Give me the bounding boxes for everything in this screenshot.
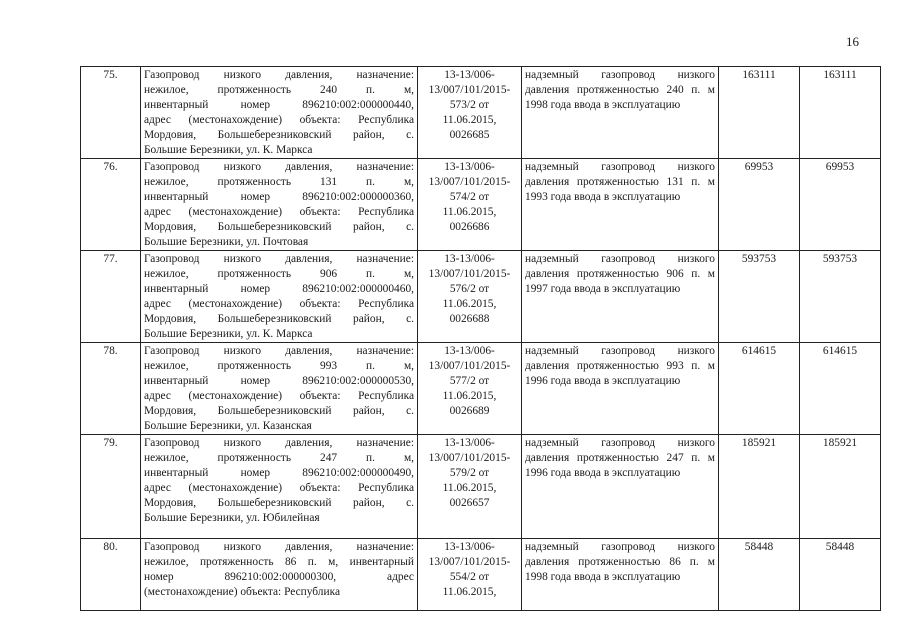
- description-line: Мордовия, Большеберезниковский район, с.: [144, 129, 414, 141]
- object-description: [141, 251, 418, 343]
- value-cell-2: 593753: [800, 251, 881, 343]
- description-line: адрес (местонахождение) объекта: Республика: [144, 298, 414, 310]
- table-row: [81, 159, 881, 251]
- object-description: [141, 435, 418, 539]
- description-line: нежилое, протяженность 240 п. м,: [144, 84, 414, 96]
- description-line: инвентарный номер 896210:002:000000530,: [144, 375, 414, 387]
- registration-line: 573/2 от: [449, 99, 490, 111]
- table-row: [81, 539, 881, 611]
- description-line: Мордовия, Большеберезниковский район, с.: [144, 221, 414, 233]
- value-cell-2: 58448: [800, 539, 881, 611]
- registration-line: 11.06.2015,: [442, 114, 497, 126]
- description-line: адрес (местонахождение) объекта: Республика: [144, 482, 414, 494]
- row-number: 75.: [81, 67, 141, 159]
- description-line: Большие Березники, ул. К. Маркса: [144, 144, 313, 156]
- value-cell-2: 69953: [800, 159, 881, 251]
- value-cell-1: 163111: [719, 67, 800, 159]
- registration-line: 13/007/101/2015-: [428, 452, 511, 464]
- description-line: нежилое, протяженность 131 п. м,: [144, 176, 414, 188]
- registration-record: [418, 539, 522, 611]
- characteristics: надземный газопровод низкого давления протяженностью 86 п. м 1998 года ввода в эксплуатацию: [522, 539, 719, 611]
- description-line: адрес (местонахождение) объекта: Республика: [144, 114, 414, 126]
- value-cell-1: 69953: [719, 159, 800, 251]
- description-line: адрес (местонахождение) объекта: Республика: [144, 206, 414, 218]
- registration-line: 13-13/006-: [444, 253, 495, 265]
- value-cell-1: 593753: [719, 251, 800, 343]
- table-row: [81, 67, 881, 159]
- registration-line: 13-13/006-: [444, 69, 495, 81]
- description-line: Газопровод низкого давления, назначение:: [144, 541, 414, 553]
- row-number: 79.: [81, 435, 141, 539]
- registration-line: 11.06.2015,: [442, 206, 497, 218]
- row-number: 78.: [81, 343, 141, 435]
- registration-record: [418, 435, 522, 539]
- registration-line: 577/2 от: [449, 375, 490, 387]
- description-line: инвентарный номер 896210:002:000000490,: [144, 467, 414, 479]
- description-line: Большие Березники, ул. К. Маркса: [144, 328, 313, 340]
- value-cell-2: 185921: [800, 435, 881, 539]
- value-cell-1: 58448: [719, 539, 800, 611]
- registration-line: 0026685: [449, 129, 490, 141]
- registration-line: 576/2 от: [449, 283, 490, 295]
- registration-line: 13-13/006-: [444, 437, 495, 449]
- description-line: нежилое, протяженность 993 п. м,: [144, 360, 414, 372]
- characteristics: надземный газопровод низкого давления протяженностью 240 п. м 1998 года ввода в эксплуатацию: [522, 67, 719, 159]
- object-description: [141, 539, 418, 611]
- object-description: [141, 159, 418, 251]
- characteristics: надземный газопровод низкого давления протяженностью 247 п. м 1996 года ввода в эксплуатацию: [522, 435, 719, 539]
- registration-line: 554/2 от: [449, 571, 490, 583]
- characteristics: надземный газопровод низкого давления протяженностью 993 п. м 1996 года ввода в эксплуатацию: [522, 343, 719, 435]
- registration-line: 13-13/006-: [444, 345, 495, 357]
- registration-line: 13-13/006-: [444, 541, 495, 553]
- table-row: [81, 435, 881, 539]
- value-cell-2: 614615: [800, 343, 881, 435]
- description-line: инвентарный номер 896210:002:000000360,: [144, 191, 414, 203]
- registration-line: 13/007/101/2015-: [428, 268, 511, 280]
- registration-line: 0026657: [449, 497, 490, 509]
- description-line: Газопровод низкого давления, назначение:: [144, 69, 414, 81]
- registration-line: 11.06.2015,: [442, 390, 497, 402]
- object-description: [141, 343, 418, 435]
- description-line: инвентарный номер 896210:002:000000440,: [144, 99, 414, 111]
- registration-line: 579/2 от: [449, 467, 490, 479]
- registration-line: 13/007/101/2015-: [428, 556, 511, 568]
- description-line: Большие Березники, ул. Почтовая: [144, 236, 309, 248]
- value-cell-1: 185921: [719, 435, 800, 539]
- registration-line: 13-13/006-: [444, 161, 495, 173]
- registration-line: 13/007/101/2015-: [428, 84, 511, 96]
- description-line: нежилое, протяженность 86 п. м, инвентарный: [144, 556, 414, 568]
- table-row: [81, 343, 881, 435]
- object-description: [141, 67, 418, 159]
- row-number: 76.: [81, 159, 141, 251]
- characteristics: надземный газопровод низкого давления протяженностью 131 п. м 1993 года ввода в эксплуатацию: [522, 159, 719, 251]
- value-cell-2: 163111: [800, 67, 881, 159]
- description-line: Газопровод низкого давления, назначение:: [144, 253, 414, 265]
- registration-record: [418, 67, 522, 159]
- characteristics: надземный газопровод низкого давления протяженностью 906 п. м 1997 года ввода в эксплуатацию: [522, 251, 719, 343]
- row-number: 80.: [81, 539, 141, 611]
- description-line: нежилое, протяженность 906 п. м,: [144, 268, 414, 280]
- description-line: Газопровод низкого давления, назначение:: [144, 161, 414, 173]
- registration-record: [418, 343, 522, 435]
- registration-line: 0026686: [449, 221, 490, 233]
- description-line: инвентарный номер 896210:002:000000460,: [144, 283, 414, 295]
- description-line: Мордовия, Большеберезниковский район, с.: [144, 405, 414, 417]
- description-line: адрес (местонахождение) объекта: Республика: [144, 390, 414, 402]
- description-line: Большие Березники, ул. Казанская: [144, 420, 312, 432]
- value-cell-1: 614615: [719, 343, 800, 435]
- description-line: Большие Березники, ул. Юбилейная: [144, 512, 320, 524]
- registration-line: 574/2 от: [449, 191, 490, 203]
- description-line: Мордовия, Большеберезниковский район, с.: [144, 313, 414, 325]
- registration-line: 0026689: [449, 405, 490, 417]
- description-line: Газопровод низкого давления, назначение:: [144, 437, 414, 449]
- property-register-table: [80, 66, 881, 611]
- registration-line: 0026688: [449, 313, 490, 325]
- registration-record: [418, 251, 522, 343]
- table-row: [81, 251, 881, 343]
- registration-record: [418, 159, 522, 251]
- registration-line: 11.06.2015,: [442, 482, 497, 494]
- registration-line: 13/007/101/2015-: [428, 360, 511, 372]
- description-line: Мордовия, Большеберезниковский район, с.: [144, 497, 414, 509]
- description-line: (местонахождение) объекта: Республика: [144, 586, 341, 598]
- description-line: нежилое, протяженность 247 п. м,: [144, 452, 414, 464]
- registration-line: 11.06.2015,: [442, 298, 497, 310]
- description-line: Газопровод низкого давления, назначение:: [144, 345, 414, 357]
- description-line: номер 896210:002:000000300, адрес: [144, 571, 414, 583]
- registration-line: 13/007/101/2015-: [428, 176, 511, 188]
- registration-line: 11.06.2015,: [442, 586, 497, 598]
- row-number: 77.: [81, 251, 141, 343]
- table-body: [81, 67, 881, 611]
- page-number: 16: [846, 34, 859, 49]
